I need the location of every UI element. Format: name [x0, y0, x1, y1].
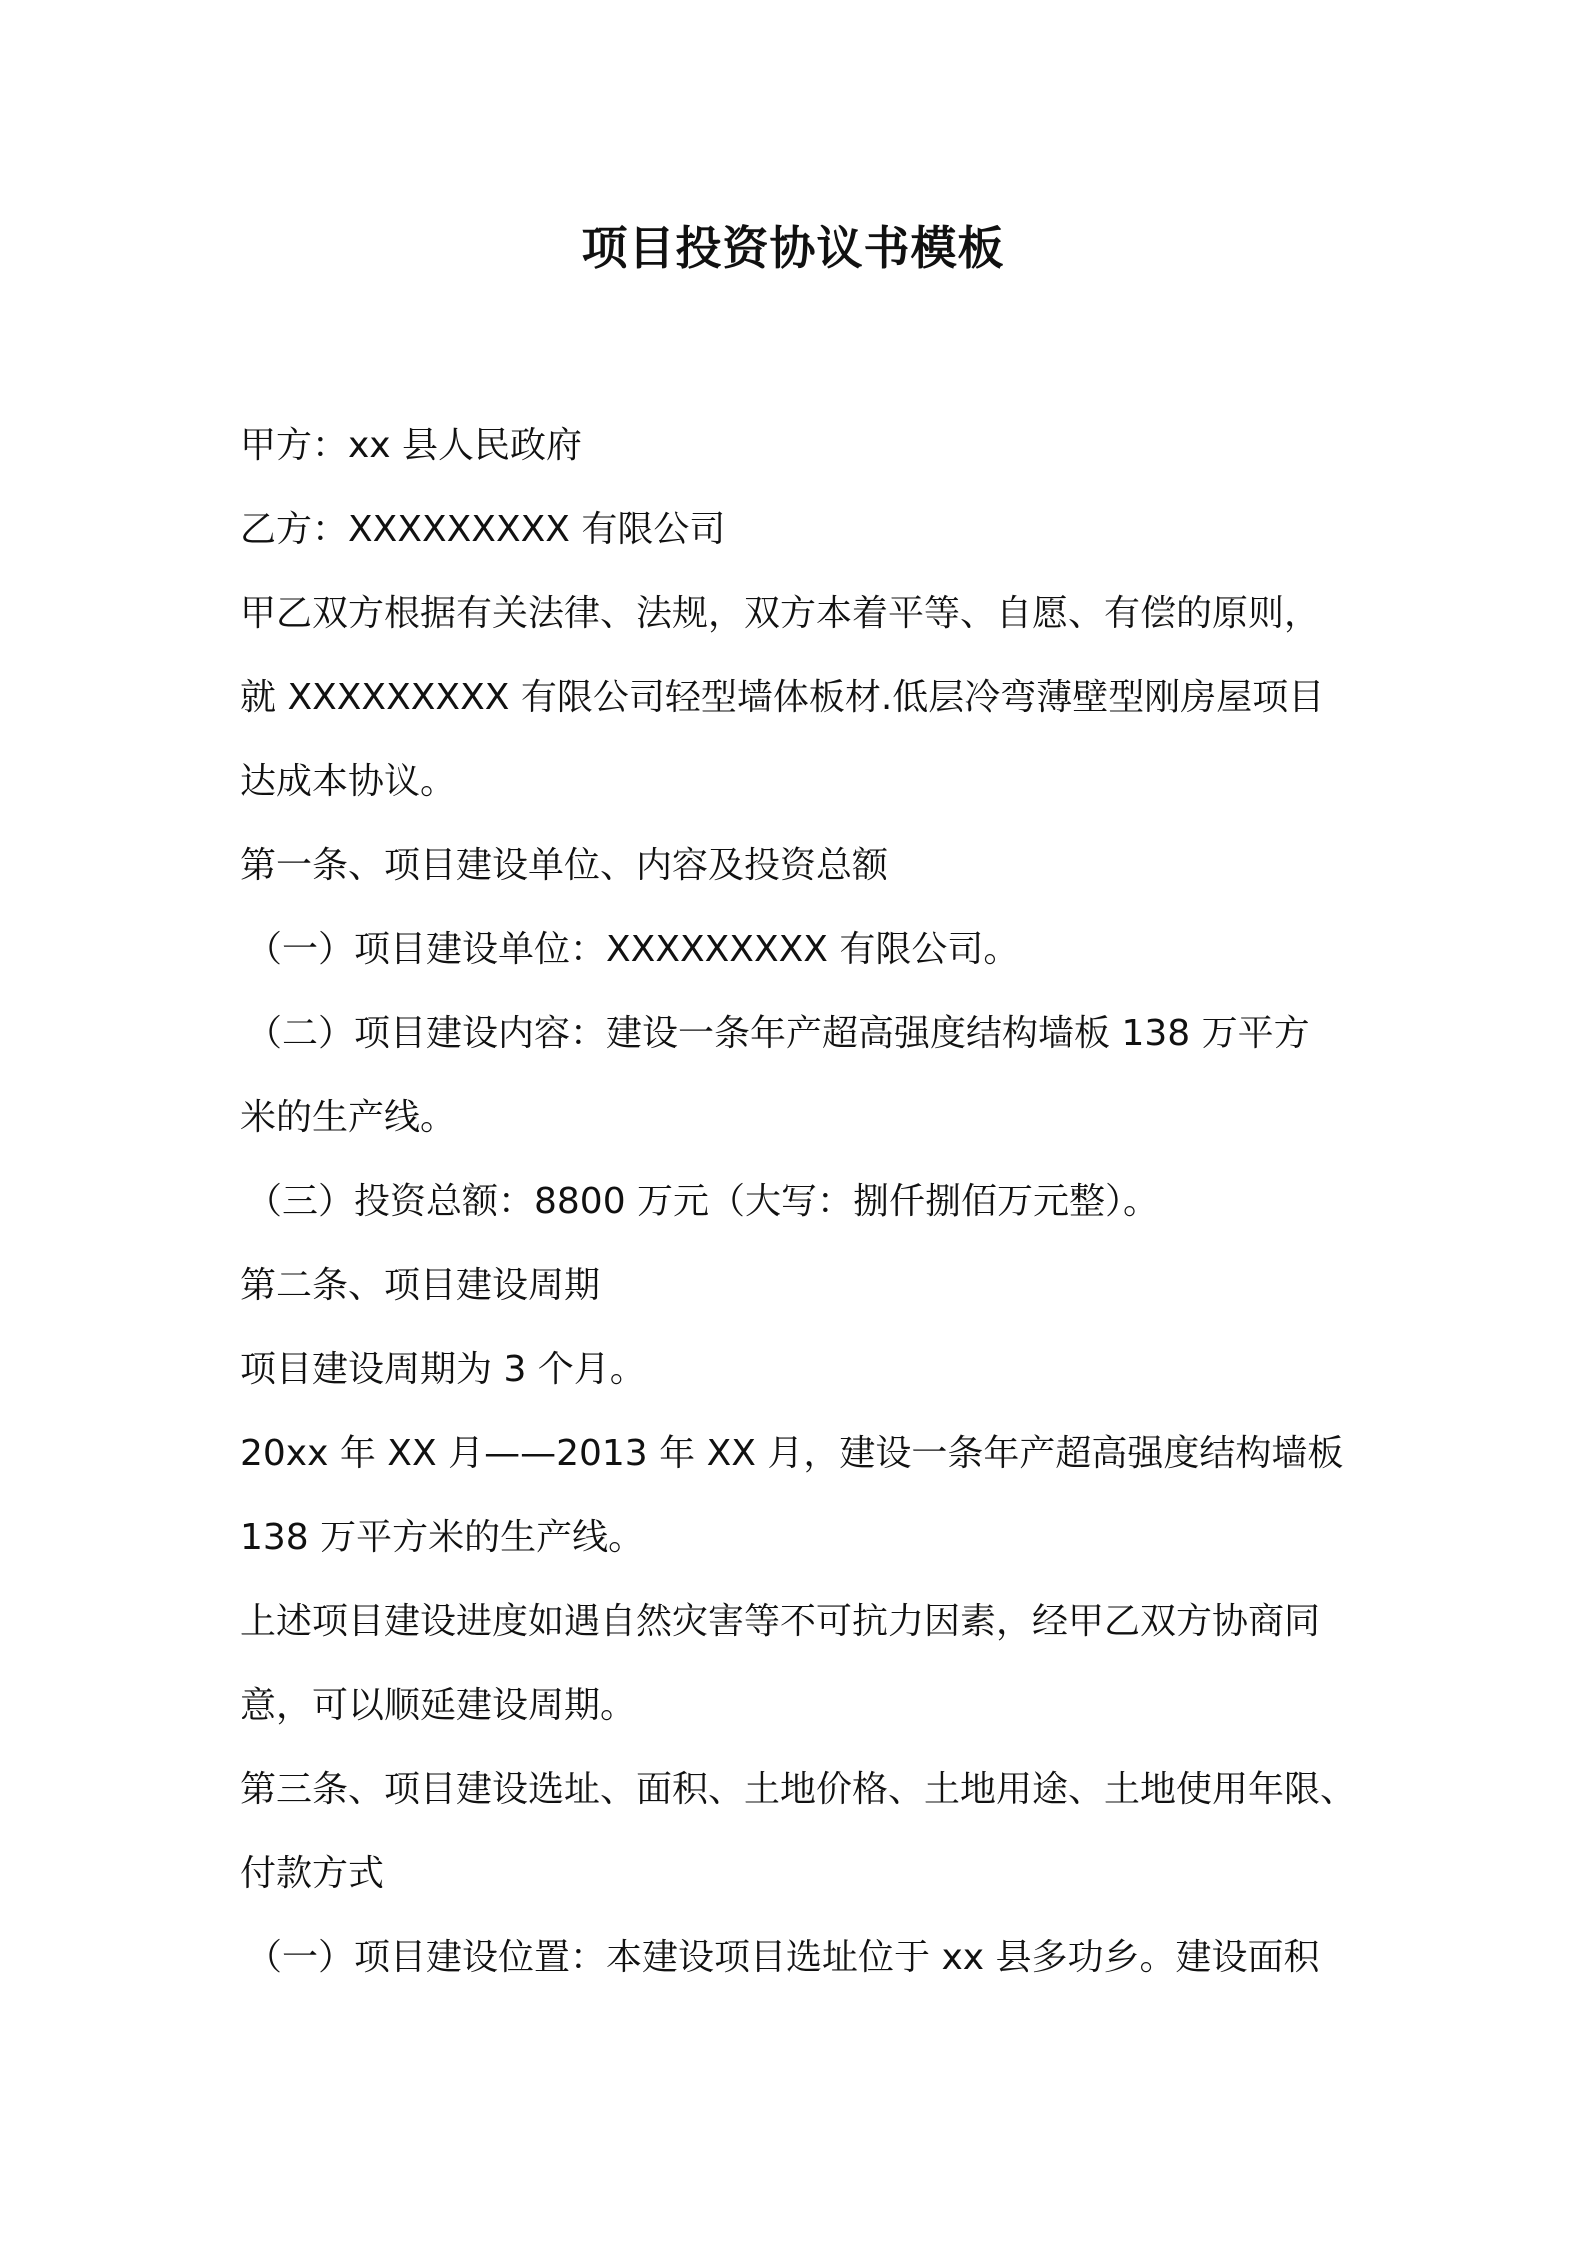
document-body: [240, 404, 1360, 2000]
article-3-heading-line-2: 付款方式: [240, 1853, 385, 1894]
intro-line-3: 达成本协议。: [240, 761, 457, 802]
intro-line-1: 甲乙双方根据有关法律、法规，双方本着平等、自愿、有偿的原则，: [240, 593, 1321, 634]
article-2-schedule-line-2: 138 万平方米的生产线。: [240, 1517, 645, 1558]
article-2-schedule-line-1: 20xx 年 XX 月——2013 年 XX 月，建设一条年产超高强度结构墙板: [240, 1433, 1344, 1474]
article-1-item-3: （三）投资总额：8800 万元（大写：捌仟捌佰万元整）。: [246, 1181, 1160, 1222]
article-1-item-2-line-1: （二）项目建设内容：建设一条年产超高强度结构墙板 138 万平方: [246, 1013, 1310, 1054]
article-2-period: 项目建设周期为 3 个月。: [240, 1349, 646, 1390]
article-1-item-1: （一）项目建设单位：XXXXXXXXX 有限公司。: [246, 929, 1020, 970]
intro-line-2: 就 XXXXXXXXX 有限公司轻型墙体板材.低层冷弯薄壁型刚房屋项目: [240, 677, 1325, 718]
document-title: 项目投资协议书模板: [581, 221, 1005, 275]
article-1-heading: 第一条、项目建设单位、内容及投资总额: [240, 845, 889, 886]
party-b-line: 乙方：XXXXXXXXX 有限公司: [240, 509, 726, 550]
article-3-item-1: （一）项目建设位置：本建设项目选址位于 xx 县多功乡。建设面积: [246, 1937, 1320, 1978]
article-1-item-2-line-2: 米的生产线。: [240, 1097, 457, 1138]
article-2-delay-line-2: 意，可以顺延建设周期。: [240, 1685, 637, 1726]
article-3-heading-line-1: 第三条、项目建设选址、面积、土地价格、土地用途、土地使用年限、: [240, 1769, 1357, 1810]
party-a-line: 甲方：xx 县人民政府: [240, 425, 583, 466]
article-2-delay-line-1: 上述项目建设进度如遇自然灾害等不可抗力因素，经甲乙双方协商同: [240, 1601, 1321, 1642]
article-2-heading: 第二条、项目建设周期: [240, 1265, 601, 1306]
